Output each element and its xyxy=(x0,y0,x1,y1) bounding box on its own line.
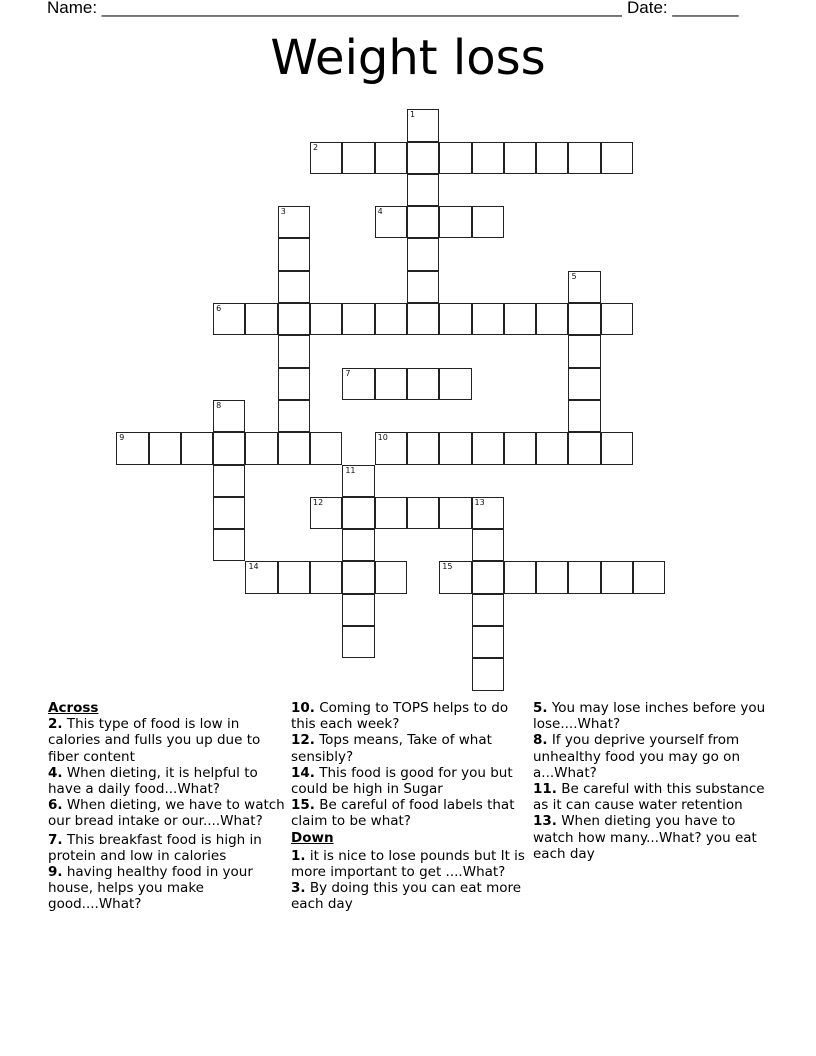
grid-cell[interactable] xyxy=(213,529,245,561)
grid-cell[interactable] xyxy=(407,238,439,270)
grid-cell[interactable] xyxy=(472,303,504,335)
grid-cell[interactable] xyxy=(278,335,310,367)
grid-cell[interactable] xyxy=(213,497,245,529)
clue-number: 1 xyxy=(409,110,416,120)
grid-cell[interactable] xyxy=(536,432,568,464)
clue-down-5: 5. You may lose inches before you lose....What? xyxy=(533,700,766,733)
grid-cell[interactable] xyxy=(278,561,310,593)
clue-number: 4 xyxy=(377,207,383,217)
grid-cell[interactable] xyxy=(278,303,310,335)
clue-down-13: 13. When dieting you have to watch how many...What? you eat each day xyxy=(533,813,757,862)
grid-cell[interactable] xyxy=(504,561,536,593)
grid-cell[interactable] xyxy=(407,368,439,400)
grid-cell[interactable] xyxy=(439,142,471,174)
grid-cell[interactable] xyxy=(568,561,600,593)
grid-cell[interactable] xyxy=(633,561,665,593)
grid-cell[interactable] xyxy=(407,497,439,529)
grid-cell[interactable] xyxy=(407,432,439,464)
clue-across-2: 2. This type of food is low in calories and fulls you up due to fiber content xyxy=(48,716,261,765)
grid-cell[interactable] xyxy=(278,271,310,303)
grid-cell[interactable] xyxy=(181,432,213,464)
clue-down-8: 8. If you deprive yourself from unhealthy food you may go on a...What? xyxy=(533,732,740,781)
clue-down-1: 1. it is nice to lose pounds but It is more important to get ....What? xyxy=(291,847,525,881)
grid-cell[interactable] xyxy=(439,561,471,593)
grid-cell[interactable] xyxy=(245,303,277,335)
grid-cell[interactable] xyxy=(568,271,600,303)
grid-cell[interactable] xyxy=(601,303,633,335)
clue-number: 3 xyxy=(280,207,286,217)
grid-cell[interactable] xyxy=(439,303,471,335)
grid-cell[interactable] xyxy=(375,432,407,464)
grid-cell[interactable] xyxy=(342,561,374,593)
grid-cell[interactable] xyxy=(375,497,407,529)
clue-number: 12 xyxy=(313,497,324,507)
grid-cell[interactable] xyxy=(407,142,439,174)
grid-cell[interactable] xyxy=(213,432,245,464)
grid-cell[interactable] xyxy=(536,303,568,335)
grid-cell[interactable] xyxy=(472,626,504,658)
grid-cell[interactable] xyxy=(278,368,310,400)
grid-cell[interactable] xyxy=(472,561,504,593)
grid-cell[interactable] xyxy=(407,206,439,238)
grid-cell[interactable] xyxy=(342,368,374,400)
clue-number: 7 xyxy=(345,368,351,378)
clue-across-15: 15. Be careful of food labels that claim to be what? xyxy=(291,797,515,830)
clues-column-1 xyxy=(48,700,288,913)
clue-across-14: 14. This food is good for you but could be high in Sugar xyxy=(291,764,513,798)
clue-number: 11 xyxy=(345,465,356,475)
grid-cell[interactable] xyxy=(407,174,439,206)
grid-cell[interactable] xyxy=(342,497,374,529)
grid-cell[interactable] xyxy=(568,303,600,335)
grid-cell[interactable] xyxy=(278,206,310,238)
grid-cell[interactable] xyxy=(568,368,600,400)
clue-number: 5 xyxy=(571,271,577,281)
clue-number: 13 xyxy=(474,497,485,507)
grid-cell[interactable] xyxy=(536,142,568,174)
grid-cell[interactable] xyxy=(116,432,148,464)
grid-cell[interactable] xyxy=(310,142,342,174)
clue-across-4: 4. When dieting, it is helpful to have a daily food...What? xyxy=(48,764,258,798)
clues-column-2 xyxy=(291,700,531,913)
grid-cell[interactable] xyxy=(472,142,504,174)
clue-number: 2 xyxy=(313,142,319,152)
clue-across-9: 9. having healthy food in your house, helps you make good....What? xyxy=(48,864,253,913)
grid-cell[interactable] xyxy=(439,368,471,400)
grid-cell[interactable] xyxy=(342,594,374,626)
clue-number: 15 xyxy=(442,562,453,572)
date-field[interactable]: Date: _______ xyxy=(627,0,739,17)
grid-cell[interactable] xyxy=(375,561,407,593)
grid-cell[interactable] xyxy=(310,432,342,464)
grid-cell[interactable] xyxy=(601,432,633,464)
grid-cell[interactable] xyxy=(375,368,407,400)
grid-cell[interactable] xyxy=(472,497,504,529)
grid-cell[interactable] xyxy=(342,303,374,335)
grid-cell[interactable] xyxy=(601,142,633,174)
grid-cell[interactable] xyxy=(310,303,342,335)
clue-number: 6 xyxy=(216,304,222,314)
clue-number: 8 xyxy=(216,400,222,410)
grid-cell[interactable] xyxy=(472,529,504,561)
grid-cell[interactable] xyxy=(504,432,536,464)
grid-cell[interactable] xyxy=(375,142,407,174)
grid-cell[interactable] xyxy=(310,561,342,593)
grid-cell[interactable] xyxy=(245,432,277,464)
grid-cell[interactable] xyxy=(472,432,504,464)
grid-cell[interactable] xyxy=(568,335,600,367)
grid-cell[interactable] xyxy=(439,432,471,464)
grid-cell[interactable] xyxy=(213,303,245,335)
across-heading: Across xyxy=(48,700,99,716)
grid-cell[interactable] xyxy=(278,238,310,270)
grid-cell[interactable] xyxy=(342,465,374,497)
clue-down-11: 11. Be careful with this substance as it can cause water retention xyxy=(533,781,765,814)
down-heading: Down xyxy=(291,829,334,846)
grid-cell[interactable] xyxy=(407,271,439,303)
grid-cell[interactable] xyxy=(342,529,374,561)
grid-cell[interactable] xyxy=(213,400,245,432)
grid-cell[interactable] xyxy=(601,561,633,593)
clue-across-10: 10. Coming to TOPS helps to do this each week? xyxy=(291,700,509,733)
grid-cell[interactable] xyxy=(472,594,504,626)
grid-cell[interactable] xyxy=(504,142,536,174)
grid-cell[interactable] xyxy=(407,303,439,335)
puzzle-title: Weight loss xyxy=(270,30,546,86)
grid-cell[interactable] xyxy=(568,400,600,432)
grid-cell[interactable] xyxy=(472,206,504,238)
clue-number: 14 xyxy=(248,562,259,572)
grid-cell[interactable] xyxy=(568,142,600,174)
grid-cell[interactable] xyxy=(472,658,504,690)
grid-cell[interactable] xyxy=(149,432,181,464)
clue-across-6: 6. When dieting, we have to watch our bread intake or our....What? xyxy=(48,797,285,830)
clue-across-7: 7. This breakfast food is high in protein and low in calories xyxy=(48,831,262,864)
clue-down-3: 3. By doing this you can eat more each day xyxy=(291,880,522,913)
clues-column-3 xyxy=(533,700,773,862)
grid-cell[interactable] xyxy=(245,561,277,593)
grid-cell[interactable] xyxy=(439,206,471,238)
grid-cell[interactable] xyxy=(504,303,536,335)
grid-cell[interactable] xyxy=(342,142,374,174)
grid-cell[interactable] xyxy=(375,206,407,238)
grid-cell[interactable] xyxy=(407,109,439,141)
clue-number: 10 xyxy=(377,433,388,443)
grid-cell[interactable] xyxy=(375,303,407,335)
clue-number: 9 xyxy=(119,433,125,443)
grid-cell[interactable] xyxy=(278,432,310,464)
grid-cell[interactable] xyxy=(439,497,471,529)
grid-cell[interactable] xyxy=(342,626,374,658)
grid-cell[interactable] xyxy=(310,497,342,529)
grid-cell[interactable] xyxy=(536,561,568,593)
grid-cell[interactable] xyxy=(278,400,310,432)
name-field[interactable]: Name: _______________________________________________________ xyxy=(47,0,622,17)
grid-cell[interactable] xyxy=(568,432,600,464)
grid-cell[interactable] xyxy=(213,465,245,497)
clue-across-12: 12. Tops means, Take of what sensibly? xyxy=(291,732,492,765)
